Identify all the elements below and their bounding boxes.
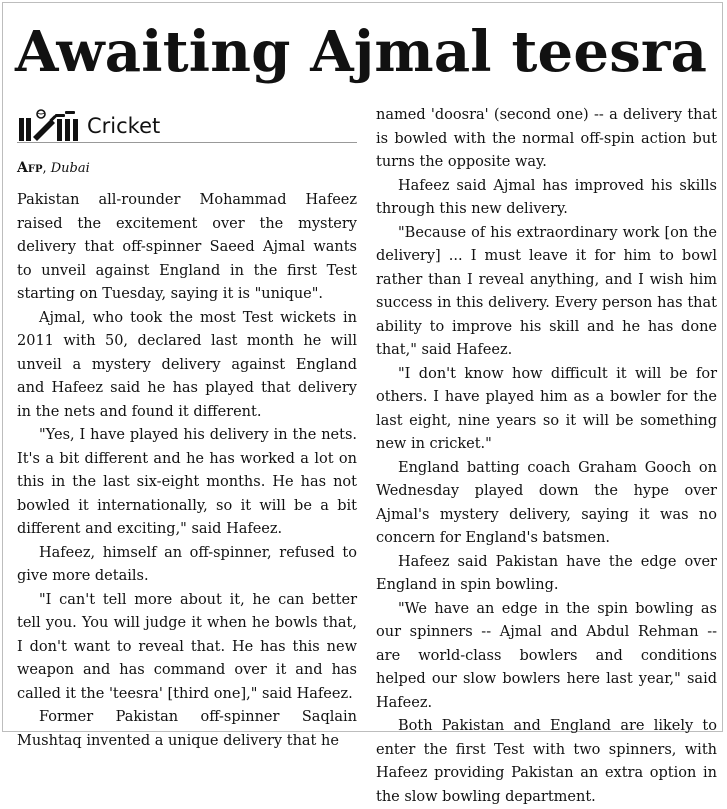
byline-agency: Afp — [17, 160, 43, 176]
paragraph: Ajmal, who took the most Test wickets in 2011 with 50, declared last month he will unveil a mystery delivery against England and Hafeez said he has played that delivery in the nets and found it different. — [17, 309, 357, 420]
paragraph: "Because of his extraordinary work [on the delivery] ... I must leave it for him to bowl rather than I reveal anything, and I wish him success in this delivery. Every person has that ability to improve his skill and he has done that," said Hafeez. — [376, 224, 717, 358]
article-column-2 — [376, 104, 717, 809]
section-header — [17, 107, 357, 143]
paragraph-continuation: named 'doosra' (second one) -- a delivery that is bowled with the normal off-spin action but turns the opposite way. — [376, 107, 717, 170]
paragraph: "I don't know how difficult it will be for others. I have played him as a bowler for the last eight, nine years so it will be something new in cricket." — [376, 365, 717, 452]
article-frame — [2, 2, 723, 805]
paragraph: Former Pakistan off-spinner Saqlain Mushtaq invented a unique delivery that he — [17, 709, 357, 749]
byline-separator: , — [42, 161, 51, 176]
cricket-bat-ball-stumps-icon — [17, 107, 85, 141]
paragraph: Pakistan all-rounder Mohammad Hafeez raised the excitement over the mystery delivery that off-spinner Saeed Ajmal wants to unveil against England in the first Test starting on Tuesday, saying it is "unique". — [17, 192, 357, 302]
byline-place: Dubai — [50, 161, 90, 176]
paragraph: England batting coach Graham Gooch on Wednesday played down the hype over Ajmal's mystery delivery, saying it was no concern for England's batsmen. — [376, 459, 717, 546]
paragraph: "I can't tell more about it, he can better tell you. You will judge it when he bowls that, I don't want to reveal that. He has this new weapon and has command over it and has called it the 'teesra' [third one]," said Hafeez. — [17, 591, 357, 702]
paragraph: Hafeez said Ajmal has improved his skills through this new delivery. — [376, 177, 717, 217]
paragraph: Hafeez said Pakistan have the edge over England in spin bowling. — [376, 553, 717, 593]
paragraph: "Yes, I have played his delivery in the nets. It's a bit different and he has worked a lot on this in the last six-eight months. He has not bowled it internationally, so it will be a bit different and exciting," said Hafeez. — [17, 427, 357, 537]
section-label: Cricket — [87, 114, 161, 138]
section-divider — [17, 142, 357, 143]
article-column-1 — [17, 189, 357, 753]
paragraph: Both Pakistan and England are likely to enter the first Test with two spinners, with Hafeez providing Pakistan an extra option in the slow bowling department. — [376, 718, 717, 805]
headline: Awaiting Ajmal teesra — [15, 19, 708, 85]
byline — [17, 159, 90, 178]
paragraph: "We have an edge in the spin bowling as our spinners -- Ajmal and Abdul Rehman -- are world-class bowlers and conditions helped our slow bowlers here last year," said Hafeez. — [376, 600, 717, 711]
paragraph: Hafeez, himself an off-spinner, refused to give more details. — [17, 544, 357, 584]
